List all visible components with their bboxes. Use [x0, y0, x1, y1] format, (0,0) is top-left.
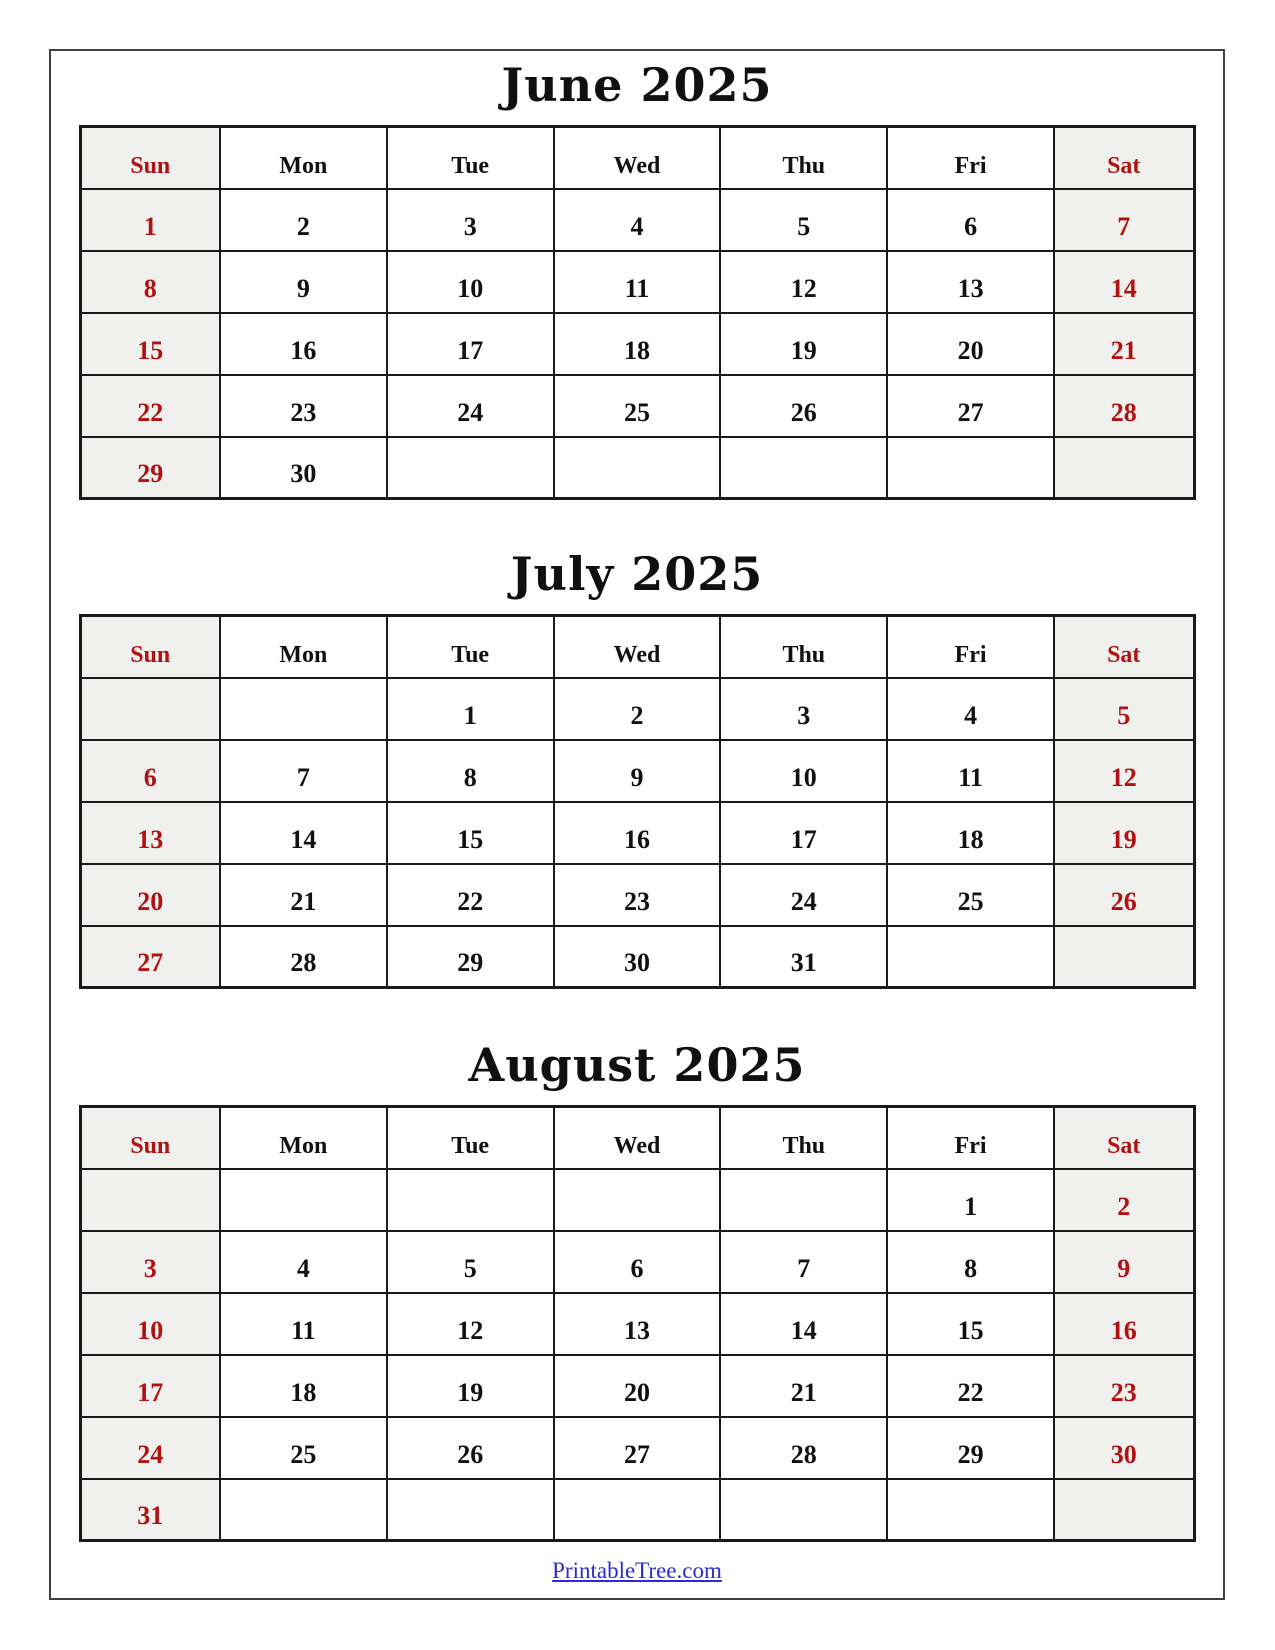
day-header-wed: Wed — [554, 616, 721, 678]
day-cell: 20 — [887, 313, 1054, 375]
empty-day-cell — [387, 1479, 554, 1541]
day-cell: 21 — [220, 864, 387, 926]
day-header-thu: Thu — [720, 616, 887, 678]
day-cell: 16 — [554, 802, 721, 864]
day-cell: 8 — [387, 740, 554, 802]
day-cell: 1 — [80, 189, 220, 251]
day-header-tue: Tue — [387, 1107, 554, 1169]
day-cell: 19 — [387, 1355, 554, 1417]
day-cell: 18 — [220, 1355, 387, 1417]
day-cell: 5 — [720, 189, 887, 251]
day-cell: 26 — [1054, 864, 1194, 926]
day-cell: 31 — [80, 1479, 220, 1541]
day-header-sat: Sat — [1054, 1107, 1194, 1169]
printabletree-link[interactable]: PrintableTree.com — [552, 1558, 722, 1583]
day-header-fri: Fri — [887, 127, 1054, 189]
day-cell: 27 — [887, 375, 1054, 437]
day-cell: 25 — [220, 1417, 387, 1479]
day-cell: 14 — [720, 1293, 887, 1355]
day-cell: 21 — [1054, 313, 1194, 375]
day-cell: 29 — [887, 1417, 1054, 1479]
day-cell: 17 — [387, 313, 554, 375]
day-cell: 28 — [720, 1417, 887, 1479]
empty-day-cell — [80, 1169, 220, 1231]
empty-day-cell — [887, 926, 1054, 988]
week-row — [80, 740, 1194, 802]
day-cell: 16 — [220, 313, 387, 375]
day-cell: 13 — [80, 802, 220, 864]
day-cell: 11 — [220, 1293, 387, 1355]
day-cell: 23 — [1054, 1355, 1194, 1417]
day-header-sun: Sun — [80, 1107, 220, 1169]
empty-day-cell — [554, 437, 721, 499]
day-cell: 14 — [1054, 251, 1194, 313]
day-cell: 11 — [887, 740, 1054, 802]
day-cell: 4 — [887, 678, 1054, 740]
day-cell: 20 — [554, 1355, 721, 1417]
day-cell: 4 — [220, 1231, 387, 1293]
day-cell: 18 — [887, 802, 1054, 864]
day-cell: 25 — [554, 375, 721, 437]
day-cell: 24 — [720, 864, 887, 926]
day-cell: 30 — [1054, 1417, 1194, 1479]
day-cell: 15 — [80, 313, 220, 375]
day-cell: 18 — [554, 313, 721, 375]
day-header-row — [80, 127, 1194, 189]
week-row — [80, 678, 1194, 740]
day-cell: 12 — [1054, 740, 1194, 802]
day-cell: 2 — [1054, 1169, 1194, 1231]
day-cell: 22 — [387, 864, 554, 926]
month-title: July 2025 — [510, 547, 764, 601]
day-cell: 28 — [220, 926, 387, 988]
day-cell: 2 — [554, 678, 721, 740]
month-table — [79, 1105, 1196, 1542]
week-row — [80, 1479, 1194, 1541]
day-cell: 2 — [220, 189, 387, 251]
week-row — [80, 1293, 1194, 1355]
day-cell: 26 — [720, 375, 887, 437]
day-header-mon: Mon — [220, 1107, 387, 1169]
day-cell: 12 — [720, 251, 887, 313]
day-cell: 12 — [387, 1293, 554, 1355]
day-cell: 29 — [387, 926, 554, 988]
day-header-wed: Wed — [554, 127, 721, 189]
day-cell: 14 — [220, 802, 387, 864]
day-header-wed: Wed — [554, 1107, 721, 1169]
day-cell: 13 — [554, 1293, 721, 1355]
week-row — [80, 313, 1194, 375]
day-cell: 19 — [720, 313, 887, 375]
day-header-sun: Sun — [80, 616, 220, 678]
week-row — [80, 802, 1194, 864]
month-calendar — [77, 1033, 1197, 1542]
month-calendar — [77, 542, 1197, 989]
day-header-row — [80, 1107, 1194, 1169]
day-cell: 15 — [387, 802, 554, 864]
month-title: June 2025 — [501, 58, 773, 112]
day-cell: 8 — [80, 251, 220, 313]
day-header-mon: Mon — [220, 616, 387, 678]
day-cell: 25 — [887, 864, 1054, 926]
day-cell: 15 — [887, 1293, 1054, 1355]
day-cell: 20 — [80, 864, 220, 926]
month-calendar — [77, 53, 1197, 500]
day-cell: 8 — [887, 1231, 1054, 1293]
day-cell: 31 — [720, 926, 887, 988]
day-header-sat: Sat — [1054, 616, 1194, 678]
month-table — [79, 614, 1196, 989]
day-cell: 11 — [554, 251, 721, 313]
empty-day-cell — [387, 437, 554, 499]
empty-day-cell — [220, 1169, 387, 1231]
day-cell: 23 — [554, 864, 721, 926]
month-title: August 2025 — [468, 1038, 806, 1092]
day-cell: 27 — [554, 1417, 721, 1479]
day-header-thu: Thu — [720, 1107, 887, 1169]
months-container — [77, 53, 1197, 1542]
week-row — [80, 926, 1194, 988]
day-cell: 27 — [80, 926, 220, 988]
day-header-sun: Sun — [80, 127, 220, 189]
day-cell: 23 — [220, 375, 387, 437]
empty-day-cell — [1054, 437, 1194, 499]
day-cell: 10 — [80, 1293, 220, 1355]
day-cell: 10 — [387, 251, 554, 313]
week-row — [80, 375, 1194, 437]
week-row — [80, 251, 1194, 313]
empty-day-cell — [220, 678, 387, 740]
day-cell: 5 — [387, 1231, 554, 1293]
day-cell: 24 — [80, 1417, 220, 1479]
day-cell: 30 — [220, 437, 387, 499]
day-cell: 22 — [80, 375, 220, 437]
empty-day-cell — [720, 437, 887, 499]
day-cell: 22 — [887, 1355, 1054, 1417]
week-row — [80, 1417, 1194, 1479]
day-header-mon: Mon — [220, 127, 387, 189]
empty-day-cell — [887, 1479, 1054, 1541]
empty-day-cell — [220, 1479, 387, 1541]
week-row — [80, 864, 1194, 926]
day-cell: 7 — [720, 1231, 887, 1293]
empty-day-cell — [720, 1169, 887, 1231]
day-cell: 26 — [387, 1417, 554, 1479]
empty-day-cell — [554, 1169, 721, 1231]
day-cell: 9 — [220, 251, 387, 313]
day-header-thu: Thu — [720, 127, 887, 189]
day-cell: 1 — [387, 678, 554, 740]
day-cell: 24 — [387, 375, 554, 437]
day-cell: 17 — [720, 802, 887, 864]
day-header-row — [80, 616, 1194, 678]
week-row — [80, 437, 1194, 499]
day-cell: 5 — [1054, 678, 1194, 740]
day-cell: 6 — [554, 1231, 721, 1293]
page-footer — [51, 1558, 1223, 1584]
day-cell: 13 — [887, 251, 1054, 313]
empty-day-cell — [887, 437, 1054, 499]
day-cell: 29 — [80, 437, 220, 499]
day-cell: 17 — [80, 1355, 220, 1417]
day-cell: 19 — [1054, 802, 1194, 864]
day-cell: 21 — [720, 1355, 887, 1417]
day-header-fri: Fri — [887, 616, 1054, 678]
day-header-fri: Fri — [887, 1107, 1054, 1169]
week-row — [80, 189, 1194, 251]
day-cell: 1 — [887, 1169, 1054, 1231]
empty-day-cell — [554, 1479, 721, 1541]
empty-day-cell — [1054, 926, 1194, 988]
week-row — [80, 1169, 1194, 1231]
day-header-tue: Tue — [387, 127, 554, 189]
day-cell: 10 — [720, 740, 887, 802]
day-cell: 6 — [80, 740, 220, 802]
page-border-frame — [49, 49, 1225, 1600]
empty-day-cell — [387, 1169, 554, 1231]
day-cell: 28 — [1054, 375, 1194, 437]
day-cell: 3 — [720, 678, 887, 740]
day-cell: 9 — [554, 740, 721, 802]
month-table — [79, 125, 1196, 500]
day-header-sat: Sat — [1054, 127, 1194, 189]
empty-day-cell — [720, 1479, 887, 1541]
week-row — [80, 1231, 1194, 1293]
week-row — [80, 1355, 1194, 1417]
day-cell: 9 — [1054, 1231, 1194, 1293]
day-cell: 3 — [80, 1231, 220, 1293]
day-cell: 30 — [554, 926, 721, 988]
day-cell: 6 — [887, 189, 1054, 251]
empty-day-cell — [1054, 1479, 1194, 1541]
day-header-tue: Tue — [387, 616, 554, 678]
empty-day-cell — [80, 678, 220, 740]
day-cell: 3 — [387, 189, 554, 251]
day-cell: 7 — [220, 740, 387, 802]
day-cell: 7 — [1054, 189, 1194, 251]
day-cell: 4 — [554, 189, 721, 251]
day-cell: 16 — [1054, 1293, 1194, 1355]
